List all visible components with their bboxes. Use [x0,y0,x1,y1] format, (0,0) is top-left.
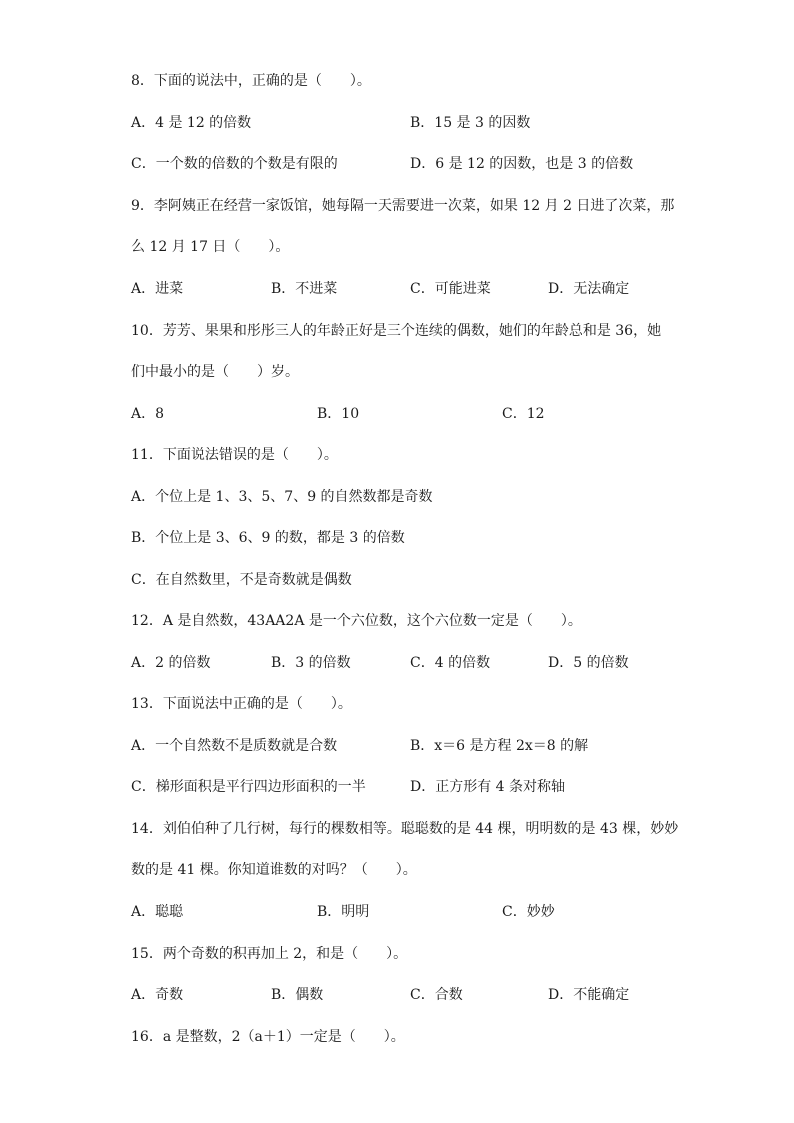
question-13-option-c: C．梯形面积是平行四边形面积的一半 [131,779,366,795]
question-8-stem: 8．下面的说法中，正确的是（ ）。 [131,73,371,89]
question-15-option-a: A．奇数 [131,987,184,1003]
question-12-option-a: A．2 的倍数 [131,655,211,671]
question-12-option-b: B．3 的倍数 [271,655,351,671]
question-15-option-d: D．不能确定 [548,987,630,1003]
question-8-option-b: B．15 是 3 的因数 [410,115,531,131]
question-12-option-d: D．5 的倍数 [548,655,629,671]
question-10-stem-line-2: 们中最小的是（ ）岁。 [131,364,299,380]
question-11-option-c: C．在自然数里，不是奇数就是偶数 [131,572,352,588]
question-8-option-a: A．4 是 12 的倍数 [131,115,252,131]
question-9-stem-line-1: 9．李阿姨正在经营一家饭馆，她每隔一天需要进一次菜，如果 12 月 2 日进了次菜，那 [131,198,675,214]
question-10-option-b: B．10 [317,406,360,422]
question-10-option-a: A．8 [131,406,165,422]
question-9-option-b: B．不进菜 [271,281,338,297]
question-14-stem-line-1: 14．刘伯伯种了几行树，每行的棵数相等。聪聪数的是 44 棵，明明数的是 43 棵，妙妙 [131,821,679,837]
question-14-stem-line-2: 数的是 41 棵。你知道谁数的对吗？（ ）。 [131,862,417,878]
question-14-option-c: C．妙妙 [502,904,555,920]
question-9-option-c: C．可能进菜 [410,281,491,297]
question-11-stem: 11．下面说法错误的是（ ）。 [131,447,338,463]
question-15-stem: 15．两个奇数的积再加上 2，和是（ ）。 [131,946,408,962]
question-12-stem: 12．A 是自然数，43AA2A 是一个六位数，这个六位数一定是（ ）。 [131,613,582,629]
question-9-stem-line-2: 么 12 月 17 日（ ）。 [131,239,290,255]
question-13-stem: 13．下面说法中正确的是（ ）。 [131,696,352,712]
question-13-option-a: A．一个自然数不是质数就是合数 [131,738,338,754]
question-14-option-a: A．聪聪 [131,904,184,920]
question-15-option-b: B．偶数 [271,987,324,1003]
question-13-option-b: B．x＝6 是方程 2x＝8 的解 [410,738,589,754]
question-11-option-b: B．个位上是 3、6、9 的数，都是 3 的倍数 [131,530,405,546]
question-10-option-c: C．12 [502,406,545,422]
question-15-option-c: C．合数 [410,987,463,1003]
question-10-stem-line-1: 10．芳芳、果果和彤彤三人的年龄正好是三个连续的偶数，她们的年龄总和是 36，她 [131,323,662,339]
question-9-option-d: D．无法确定 [548,281,630,297]
question-8-option-d: D．6 是 12 的因数，也是 3 的倍数 [410,156,634,172]
question-8-option-c: C．一个数的倍数的个数是有限的 [131,156,338,172]
question-14-option-b: B．明明 [317,904,370,920]
question-11-option-a: A．个位上是 1、3、5、7、9 的自然数都是奇数 [131,489,433,505]
question-9-option-a: A．进菜 [131,281,184,297]
question-16-stem: 16．a 是整数，2（a＋1）一定是（ ）。 [131,1029,405,1045]
question-13-option-d: D．正方形有 4 条对称轴 [410,779,566,795]
question-12-option-c: C．4 的倍数 [410,655,491,671]
